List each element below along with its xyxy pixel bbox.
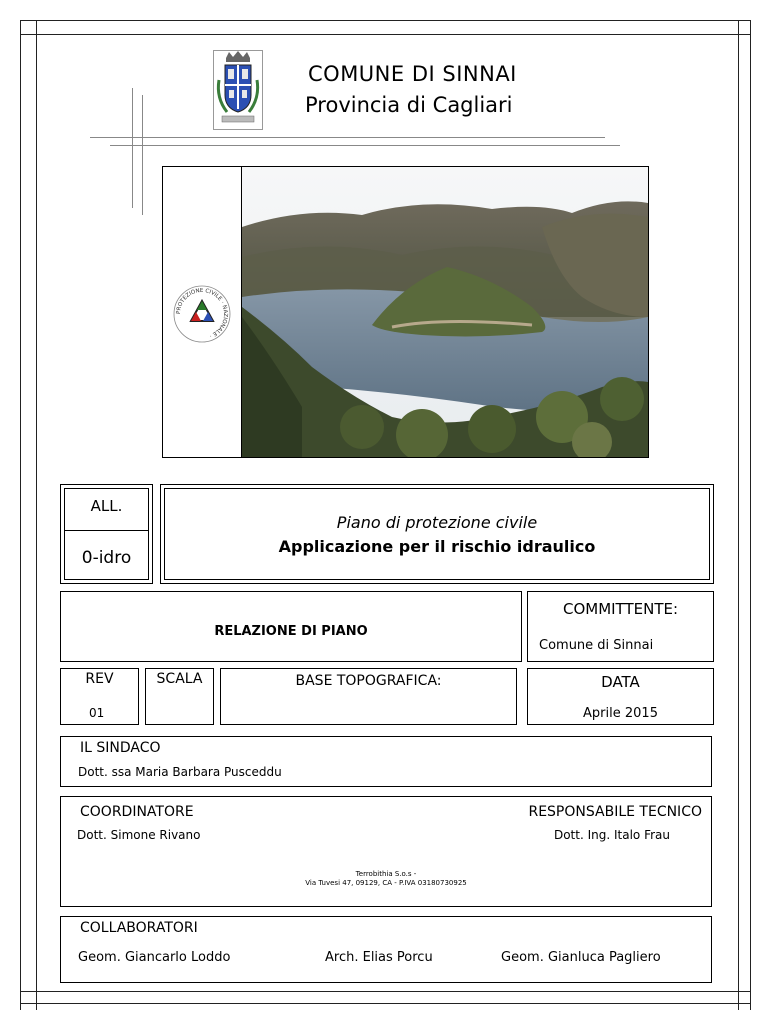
plan-title: Piano di protezione civile	[336, 513, 538, 532]
frame-right-outer	[750, 20, 751, 1010]
rev-label: REV	[85, 671, 114, 687]
frame-top-inner	[20, 34, 750, 35]
base-topografica-label: BASE TOPOGRAFICA:	[295, 673, 442, 689]
sindaco-name: Dott. ssa Maria Barbara Pusceddu	[78, 765, 282, 779]
frame-bottom-outer	[20, 1003, 750, 1004]
scala-label: SCALA	[156, 671, 203, 687]
protezione-civile-logo-icon	[171, 283, 233, 345]
company-line-2: Via Tuvesi 47, 09129, CA - P.IVA 03180730925	[305, 879, 467, 887]
collaboratori-label: COLLABORATORI	[80, 920, 198, 936]
plan-subtitle: Applicazione per il rischio idraulico	[278, 537, 596, 556]
photo-panel	[162, 166, 649, 458]
committente-value: Comune di Sinnai	[539, 638, 654, 653]
all-label: ALL.	[90, 497, 123, 515]
frame-left-outer	[20, 20, 21, 1010]
header-vrule-2	[142, 95, 143, 215]
plan-title-box-inner	[164, 488, 710, 580]
all-box-divider	[64, 530, 149, 531]
collaboratore-1: Geom. Giancarlo Loddo	[78, 950, 231, 965]
collaboratore-2: Arch. Elias Porcu	[325, 950, 433, 965]
responsabile-name: Dott. Ing. Italo Frau	[553, 828, 670, 842]
frame-bottom-inner	[20, 991, 750, 992]
header-vrule-1	[132, 88, 133, 208]
relazione-label: RELAZIONE DI PIANO	[214, 624, 368, 639]
committente-label: COMMITTENTE:	[562, 600, 679, 618]
coat-of-arms-icon	[213, 50, 263, 130]
provincia-title: Provincia di Cagliari	[305, 93, 513, 117]
header-rule-1	[90, 137, 605, 138]
comune-title: COMUNE DI SINNAI	[308, 62, 517, 86]
data-label: DATA	[601, 673, 640, 691]
svg-text:PROTEZIONE CIVILE · NAZIONALE: PROTEZIONE CIVILE · NAZIONALE ·	[175, 287, 229, 339]
coordinatore-name: Dott. Simone Rivano	[77, 828, 201, 842]
frame-right-inner	[738, 20, 739, 1010]
rev-value: 01	[89, 706, 105, 720]
collaboratore-3: Geom. Gianluca Pagliero	[501, 950, 661, 965]
frame-left-inner	[36, 20, 37, 1010]
all-value: 0-idro	[81, 548, 132, 568]
frame-top-outer	[20, 20, 750, 21]
sindaco-label: IL SINDACO	[80, 740, 161, 756]
data-value: Aprile 2015	[583, 706, 658, 721]
coordinatore-label: COORDINATORE	[80, 804, 194, 820]
responsabile-label: RESPONSABILE TECNICO	[528, 804, 702, 820]
company-line-1: Terrobithia S.o.s -	[355, 870, 417, 878]
lake-landscape-photo	[242, 167, 648, 457]
header-rule-2	[110, 145, 620, 146]
